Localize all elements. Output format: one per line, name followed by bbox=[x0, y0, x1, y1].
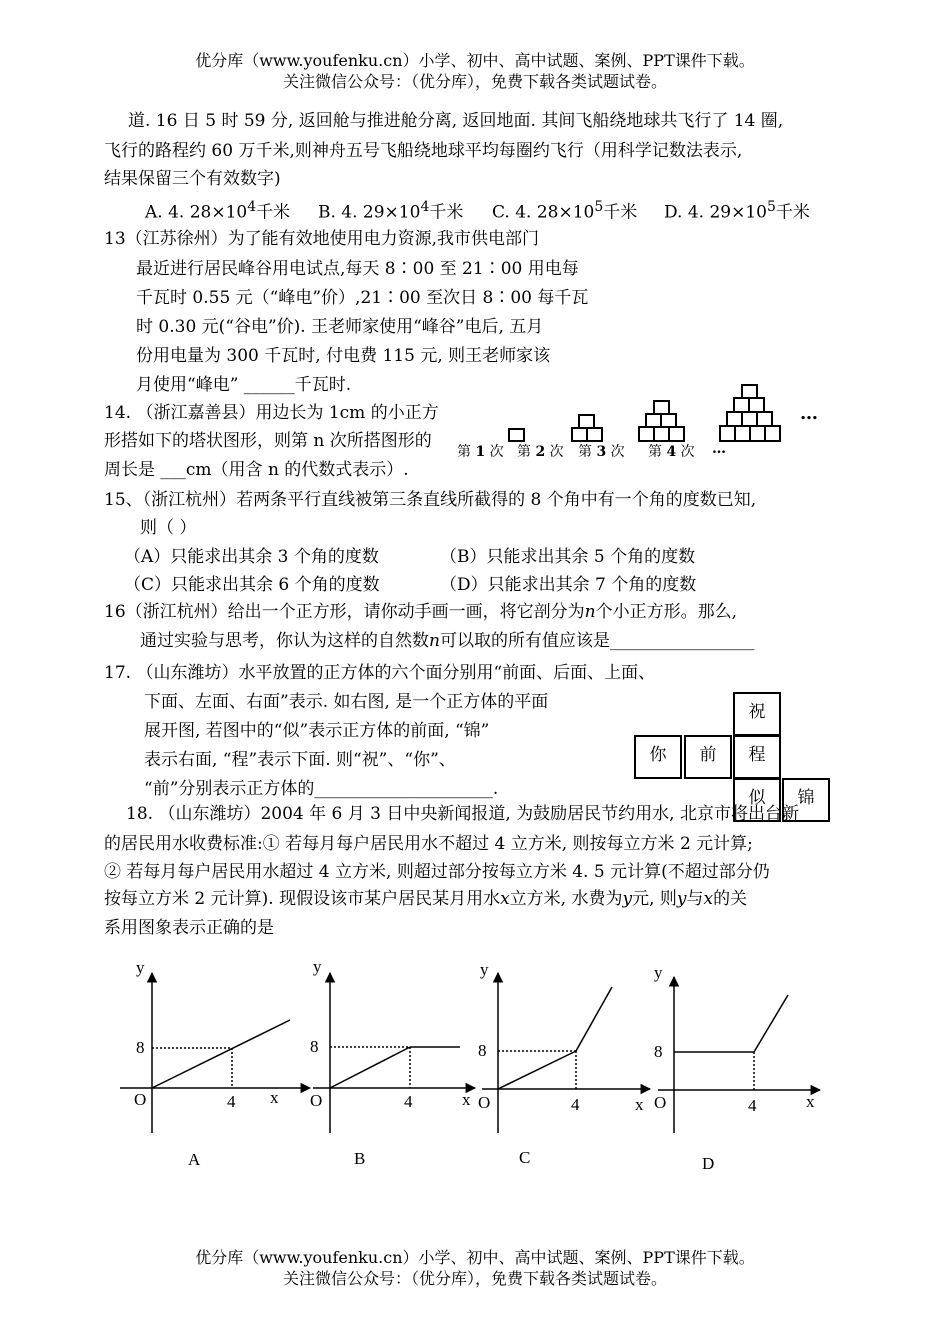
q13-line-3: 千瓦时 0.55 元（“峰电”价）,21∶00 至次日 8∶00 每千瓦 bbox=[136, 288, 589, 308]
q17-line-3: 展开图, 若图中的“似”表示正方体的前面, “锦” bbox=[144, 721, 490, 741]
graph-b-caption: B bbox=[354, 1149, 366, 1168]
q14-line-2: 形搭如下的塔状图形，则第 n 次所搭图形的 bbox=[104, 431, 432, 451]
graph-a-caption: A bbox=[188, 1150, 201, 1169]
graph-c-y-label: y bbox=[480, 960, 489, 979]
tower-step-1: 第 1 次 bbox=[457, 444, 504, 460]
q12-option-a: A. 4. $28\times 10^4$千米 bbox=[145, 199, 291, 223]
graph-a-x-label: x bbox=[270, 1088, 279, 1107]
graph-c-x-tick: 4 bbox=[571, 1095, 580, 1114]
q18-line-2: 的居民用水收费标准:① 若每月每户居民用水不超过 4 立方米, 则按每立方米 2 元计算; bbox=[104, 834, 753, 854]
graph-c bbox=[482, 973, 650, 1133]
tower-2 bbox=[572, 415, 602, 441]
q12-option-c: C. 4. $28\times 10^5$千米 bbox=[492, 199, 638, 223]
tower-4 bbox=[720, 385, 780, 441]
q15-line-1: 15、（浙江杭州）若两条平行直线被第三条直线所截得的 8 个角中有一个角的度数已知, bbox=[104, 490, 757, 510]
tower-figures bbox=[500, 380, 840, 445]
q15-option-b: （B）只能求出其余 5 个角的度数 bbox=[440, 547, 696, 567]
q17-line-2: 下面、左面、右面”表示. 如右图, 是一个正方体的平面 bbox=[144, 692, 549, 712]
q17-line-1: 17. （山东潍坊）水平放置的正方体的六个面分别用“前面、后面、上面、 bbox=[104, 663, 656, 683]
q14-line-3: 周长是 ___cm（用含 n 的代数式表示）. bbox=[104, 460, 409, 480]
graph-d-x-tick: 4 bbox=[748, 1096, 757, 1115]
q12-line-1: 道. 16 日 5 时 59 分, 返回舱与推进舱分离, 返回地面. 其间飞船绕地球共飞行了 14 圈, bbox=[128, 111, 784, 131]
graph-c-origin: O bbox=[478, 1093, 491, 1112]
tower-ellipsis-top: … bbox=[800, 403, 818, 424]
footer-line-1: 优分库（www.youfenku.cn）小学、初中、高中试题、案例、PPT课件下载。 bbox=[195, 1248, 755, 1267]
q18-line-1: 18. （山东潍坊）2004 年 6 月 3 日中央新闻报道, 为鼓励居民节约用水, 北京市将出台新 bbox=[126, 804, 799, 824]
net-cell-cheng: 程 bbox=[733, 735, 781, 779]
graph-c-caption: C bbox=[519, 1148, 531, 1167]
q18-line-3: ② 若每月每户居民用水超过 4 立方米, 则超过部分按每立方米 4. 5 元计算(不超过部分仍 bbox=[104, 862, 770, 882]
graph-d bbox=[658, 977, 820, 1133]
graph-b-x-tick: 4 bbox=[404, 1092, 413, 1111]
header-line-2: 关注微信公众号：（优分库），免费下载各类试题试卷。 bbox=[282, 72, 667, 91]
tower-3 bbox=[639, 401, 684, 441]
graph-b-y-label: y bbox=[313, 957, 322, 976]
graph-d-y-tick: 8 bbox=[654, 1042, 663, 1061]
graph-a-y-label: y bbox=[136, 958, 145, 977]
tower-step-3: 第 3 次 bbox=[578, 444, 625, 460]
q18-line-4: 按每立方米 2 元计算). 现假设该市某户居民某月用水x立方米, 水费为y元, 则y与x的关 bbox=[104, 889, 748, 909]
graph-c-x-label: x bbox=[635, 1095, 644, 1114]
q15-option-d: （D）只能求出其余 7 个角的度数 bbox=[440, 575, 697, 595]
q13-line-5: 份用电量为 300 千瓦时, 付电费 115 元, 则王老师家该 bbox=[136, 346, 551, 366]
graph-b-x-label: x bbox=[462, 1090, 471, 1109]
graph-a-y-tick: 8 bbox=[136, 1038, 145, 1057]
q13-line-4: 时 0.30 元(“谷电”价). 王老师家使用“峰谷”电后, 五月 bbox=[136, 317, 544, 337]
q12-line-2: 飞行的路程约 60 万千米,则神舟五号飞船绕地球平均每圈约飞行（用科学记数法表示, bbox=[104, 141, 743, 161]
q16-line-1: 16（浙江杭州）给出一个正方形，请你动手画一画，将它剖分为n个小正方形。那么, bbox=[104, 602, 737, 622]
graph-d-caption: D bbox=[702, 1154, 715, 1173]
q17-line-4: 表示右面, “程”表示下面. 则“祝”、“你”、 bbox=[144, 750, 456, 770]
q13-line-2: 最近进行居民峰谷用电试点,每天 8∶00 至 21∶00 用电每 bbox=[136, 259, 579, 279]
header-line-1: 优分库（www.youfenku.cn）小学、初中、高中试题、案例、PPT课件下载。 bbox=[195, 51, 755, 70]
graph-d-y-label: y bbox=[654, 963, 663, 982]
q17-line-5: “前”分别表示正方体的_____________________. bbox=[144, 779, 499, 799]
tower-step-4: 第 4 次 bbox=[648, 444, 695, 460]
graph-d-origin: O bbox=[654, 1093, 667, 1112]
graph-a bbox=[120, 973, 310, 1133]
graph-d-x-label: x bbox=[806, 1092, 815, 1111]
q16-line-2: 通过实验与思考，你认为这样的自然数n可以取的所有值应该是_________________ bbox=[140, 631, 755, 651]
graph-b bbox=[313, 973, 475, 1133]
q15-option-c: （C）只能求出其余 6 个角的度数 bbox=[124, 575, 380, 595]
graph-c-y-tick: 8 bbox=[478, 1041, 487, 1060]
net-cell-zhu: 祝 bbox=[733, 692, 781, 736]
tower-step-2: 第 2 次 bbox=[517, 444, 564, 460]
q12-option-d: D. 4. $29\times 10^5$千米 bbox=[664, 199, 810, 223]
q18-graphs bbox=[120, 955, 840, 1185]
net-cell-qian: 前 bbox=[684, 735, 732, 779]
q14-line-1: 14. （浙江嘉善县）用边长为 1cm 的小正方 bbox=[104, 403, 439, 423]
q18-line-5: 系用图象表示正确的是 bbox=[104, 918, 274, 938]
tower-ellipsis: … bbox=[712, 441, 726, 457]
q15-option-a: （A）只能求出其余 3 个角的度数 bbox=[124, 547, 379, 567]
net-cell-jin: 锦 bbox=[782, 778, 830, 822]
footer-line-2: 关注微信公众号：（优分库），免费下载各类试题试卷。 bbox=[282, 1269, 667, 1288]
q13-line-6: 月使用“峰电” ______千瓦时. bbox=[136, 375, 352, 395]
graph-b-y-tick: 8 bbox=[310, 1037, 319, 1056]
q15-line-2: 则（ ） bbox=[140, 518, 197, 538]
net-cell-si: 似 bbox=[733, 778, 781, 822]
q12-line-3: 结果保留三个有效数字) bbox=[104, 169, 281, 189]
q13-line-1: 13（江苏徐州）为了能有效地使用电力资源,我市供电部门 bbox=[104, 229, 540, 249]
net-cell-ni: 你 bbox=[634, 735, 682, 779]
tower-1 bbox=[509, 429, 524, 441]
q12-option-b: B. 4. $29\times 10^4$千米 bbox=[318, 199, 464, 223]
graph-a-x-tick: 4 bbox=[227, 1092, 236, 1111]
graph-b-origin: O bbox=[310, 1091, 323, 1110]
graph-a-origin: O bbox=[134, 1090, 147, 1109]
